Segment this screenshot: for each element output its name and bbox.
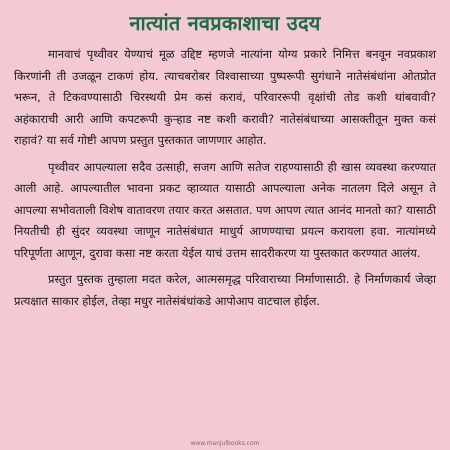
page-title: नात्यांत नवप्रकाशाचा उदय (129, 11, 321, 35)
paragraph-1: मानवाचं पृथ्वीवर येण्याचं मूळ उद्दिष्ट म्हणजे नात्यांना योग्य प्रकारे निमित्त बनवून नवप्रकाश किरणांनी ती उजळून टाकणं होय. त्याचबरोबर विश्वासाच्या पुष्परूपी सुगंधाने नातेसंबंधांना ओतप्रोत भरून, ते टिकवण्यासाठी चिरस्थयी प्रेम कसं करावं, परिवाररूपी वृक्षांची तोड कशी थांबवावी? अहंकाराची आरी आणि कपटरूपी कुऱ्हाड नष्ट कशी करावी? नातेसंबंधाच्या आसक्तीतून मुक्त कसं राहावं? या सर्व गोष्टी आपण प्रस्तुत पुस्तकात जाणणार आहोत. (14, 47, 436, 147)
paragraph-3: प्रस्तुत पुस्तक तुम्हाला मदत करेल, आत्मसमृद्ध परिवाराच्या निर्माणासाठी. हे निर्माणकार्य जेव्हा प्रत्यक्षात साकार होईल, तेव्हा मधुर नातेसंबंधांकडे आपोआप वाटचाल होईल. (14, 272, 436, 308)
footer-url: www.manjulbooks.com (190, 440, 260, 447)
paragraph-2: पृथ्वीवर आपल्याला सदैव उत्साही, सजग आणि सतेज राहण्यासाठी ही खास व्यवस्था करण्यात आली आहे. आपल्यातील भावना प्रकट व्हाव्यात यासाठी आपल्याला अनेक नातलग दिले असून ते आपल्या सभोवताली विशेष वातावरण तयार करत असतात. पण आपण त्यात आनंद मानतो का? यासाठी नियतीची ही सुंदर व्यवस्था जाणून नातेसंबंधात माधुर्य आणण्याचा प्रयत्न करायला हवा. नात्यांमध्ये परिपूर्णता आणून, दुरावा कसा नष्ट करता येईल याचं उत्तम सादरीकरण या पुस्तकात करण्यात आलंय. (14, 159, 436, 260)
